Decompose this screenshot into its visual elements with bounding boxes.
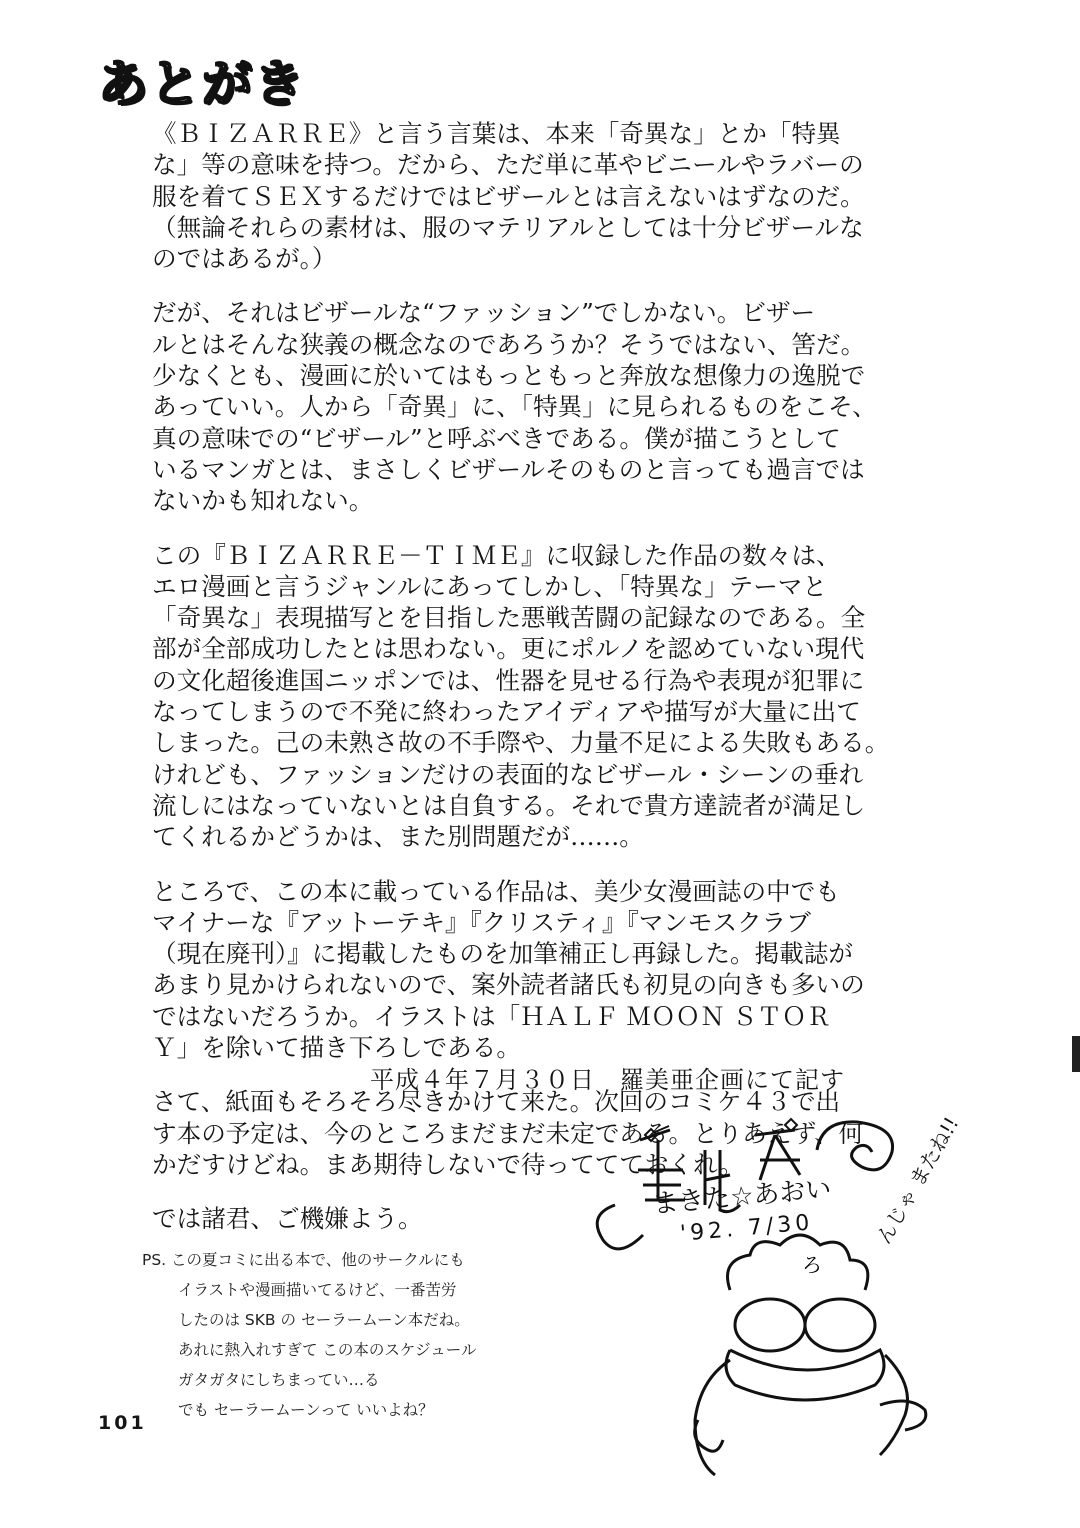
paragraph-line: エロ漫画と言うジャンルにあってしかし、「特異な」テーマと xyxy=(152,571,827,601)
paragraph-line: ではないだろうか。イラストは「ＨＡＬＦ ＭＯＯＮ ＳＴＯＲ xyxy=(152,1001,831,1031)
paragraph-line: 流しにはなっていないとは自負する。それで貴方達読者が満足し xyxy=(152,790,866,820)
edge-mark xyxy=(1070,1036,1080,1072)
paragraph-line: ところで、この本に載っている作品は、美少女漫画誌の中でも xyxy=(152,876,840,906)
paragraph-line: さて、紙面もそろそろ尽きかけて来た。次回のコミケ４３で出 xyxy=(152,1087,841,1117)
date-line: 平成４年７月３０日 羅美亜企画にて記す xyxy=(370,1066,845,1094)
paragraph-line: 真の意味での“ビザール”と呼ぶべきである。僕が描こうとして xyxy=(152,423,841,453)
character-doodle xyxy=(690,1230,950,1480)
paragraph-line: あっていい。人から「奇異」に、「特異」に見られるものをこそ、 xyxy=(152,392,877,422)
paragraph-line: 「奇異な」表現描写とを目指した悪戦苦闘の記録なのである。全 xyxy=(152,603,866,633)
character-label: ろ xyxy=(802,1253,822,1277)
paragraph-line: のではあるが。） xyxy=(152,244,337,274)
paragraph-line: （無論それらの素材は、服のマテリアルとしては十分ビザールな xyxy=(152,212,864,242)
paragraph-line: ないかも知れない。 xyxy=(152,486,374,516)
ps-note-line: でも セーラームーンって いいよね？ xyxy=(178,1401,434,1419)
ps-note xyxy=(142,1245,572,1425)
paragraph xyxy=(128,297,903,516)
ps-note-line: ガタガタにしちまってい…る xyxy=(178,1371,380,1389)
signature-date: '92. 7/30 xyxy=(679,1210,815,1247)
paragraph xyxy=(128,540,903,853)
ps-note-line: あれに熱入れすぎて この本のスケジュール xyxy=(178,1341,477,1359)
page-number: 101 xyxy=(98,1412,147,1434)
paragraph-line: Ｙ」を除いて描き下ろしである。 xyxy=(152,1033,521,1063)
ps-note-line: イラストや漫画描いてるけど、一番苦労 xyxy=(178,1281,457,1299)
signature-name: まきた☆あおい xyxy=(651,1174,833,1220)
paragraph xyxy=(128,118,903,274)
paragraph-line: かだすけどね。まあ期待しないで待っててておくれ。 xyxy=(152,1149,744,1179)
paragraph-line: 服を着てＳＥＸするだけではビザールとは言えないはずなのだ。 xyxy=(152,181,865,211)
paragraph-line: す本の予定は、今のところまだまだ未定である。とりあえず、何 xyxy=(152,1118,864,1148)
paragraph-line: しまった。己の未熟さ故の不手際や、力量不足による失敗もある。 xyxy=(152,728,890,758)
paragraph-line: いるマンガとは、まさしくビザールそのものと言っても過言では xyxy=(152,454,865,484)
paragraph-line: この『ＢＩＺＡＲＲＥ－ＴＩＭＥ』に収録した作品の数々は、 xyxy=(152,540,841,570)
paragraph-line: な」等の意味を持つ。だから、ただ単に革やビニールやラバーの xyxy=(152,150,864,180)
paragraph-line: なってしまうので不発に終わったアイディアや描写が大量に出て xyxy=(152,697,861,727)
paragraph-line: 部が全部成功したとは思わない。更にポルノを認めていない現代 xyxy=(152,634,865,664)
paragraph-line: ルとはそんな狭義の概念なのであろうか？そうではない、筈だ。 xyxy=(152,329,866,359)
paragraph-line: の文化超後進国ニッポンでは、性器を見せる行為や表現が犯罪に xyxy=(152,665,865,695)
paragraph-line: てくれるかどうかは、また別問題だが……。 xyxy=(152,822,644,852)
ps-note-line: したのは SKB の セーラームーン本だね。 xyxy=(178,1311,470,1329)
paragraph-line: （現在廃刊）』に掲載したものを加筆補正し再録した。掲載誌が xyxy=(152,939,853,969)
page-title: あとがき xyxy=(98,55,306,113)
paragraph-line: マイナーな『アットーテキ』『クリスティ』『マンモスクラブ xyxy=(152,907,811,937)
paragraph-line: けれども、ファッションだけの表面的なビザール・シーンの垂れ xyxy=(152,759,864,789)
paragraph-line: あまり見かけられないので、案外読者諸氏も初見の向きも多いの xyxy=(152,970,865,1000)
paragraph-line: 《ＢＩＺＡＲＲＥ》と言う言葉は、本来「奇異な」とか「特異 xyxy=(152,119,841,148)
paragraph xyxy=(128,876,903,1064)
ps-note-line: PS. この夏コミに出る本で、他のサークルにも xyxy=(142,1251,465,1269)
paragraph-line: 少なくとも、漫画に於いてはもっともっと奔放な想像力の逸脱で xyxy=(152,361,866,391)
paragraph-line: では諸君、ご機嫌よう。 xyxy=(152,1204,423,1234)
speech-bubble-text: んじゃ またね!! xyxy=(871,1112,964,1248)
paragraph-line: だが、それはビザールな“ファッション”でしかない。ビザー xyxy=(152,298,816,328)
